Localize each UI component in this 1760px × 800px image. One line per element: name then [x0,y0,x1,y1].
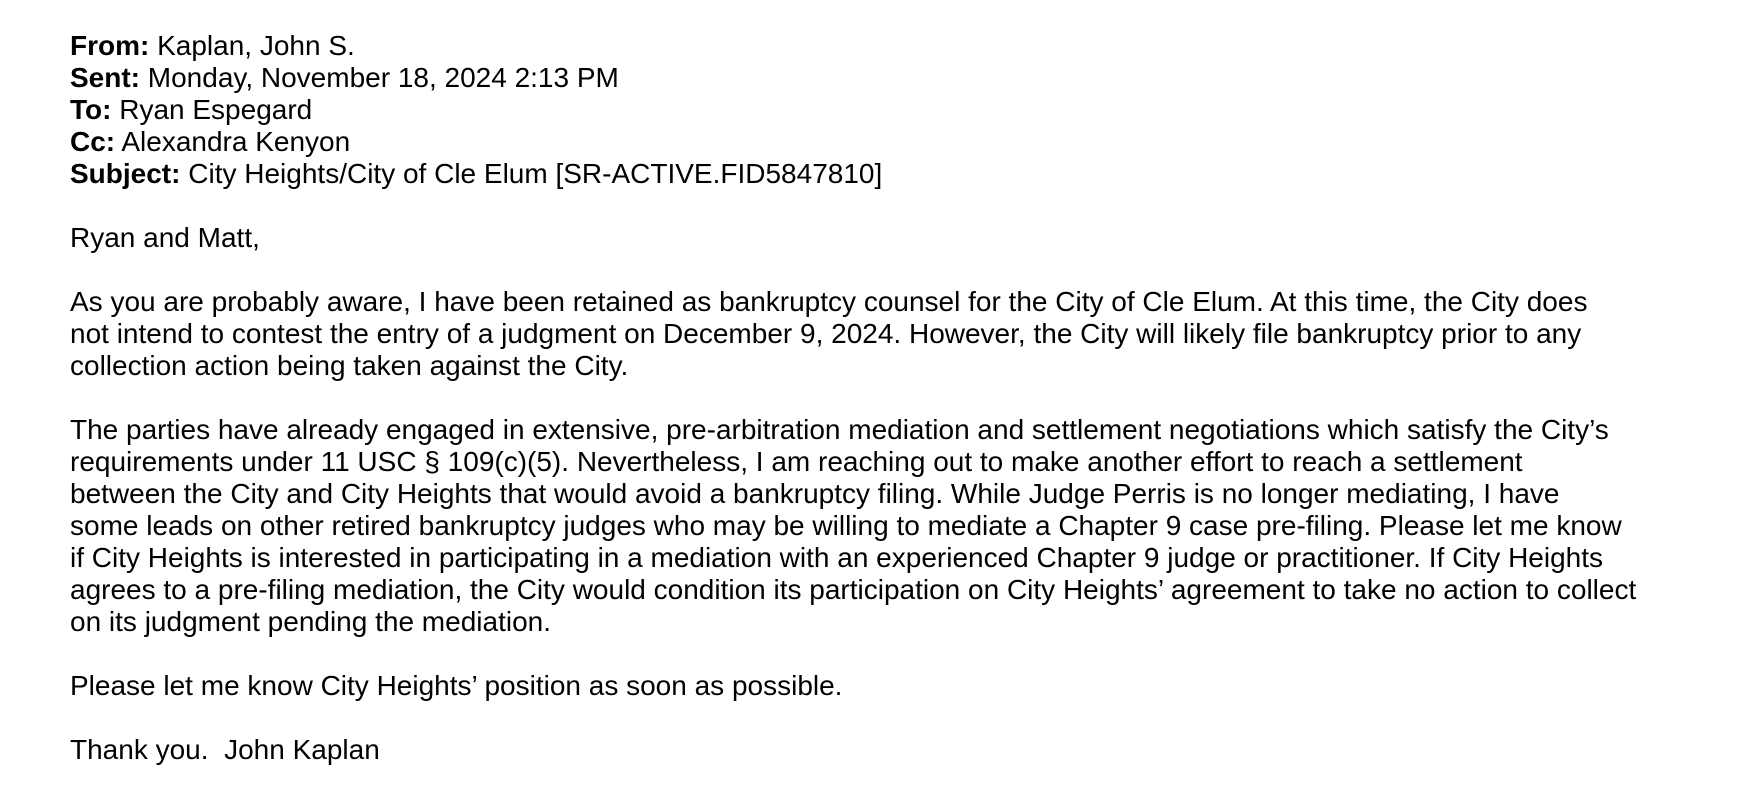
to-label: To: [70,94,112,125]
body-paragraph-1: As you are probably aware, I have been retained as bankruptcy counsel for the City of Cle Elum. At this time, the City does not intend to contest the entry of a judgment on December 9, 2024. However, the City will likely file bankruptcy prior to any collection action being taken against the City. [70,286,1588,381]
sent-value: Monday, November 18, 2024 2:13 PM [147,62,619,93]
email-message [70,30,1730,766]
from-label: From: [70,30,150,61]
signature: Thank you. John Kaplan [70,734,380,765]
sent-label: Sent: [70,62,140,93]
subject-value: City Heights/City of Cle Elum [SR-ACTIVE.FID5847810] [188,158,883,189]
cc-value: Alexandra Kenyon [121,126,351,157]
subject-line [70,158,1730,190]
body-paragraph-3: Please let me know City Heights’ position as soon as possible. [70,670,843,701]
cc-line [70,126,1730,158]
cc-label: Cc: [70,126,116,157]
to-line [70,94,1730,126]
to-value: Ryan Espegard [119,94,313,125]
from-value: Kaplan, John S. [157,30,355,61]
email-headers [70,30,1730,190]
body-paragraph-2: The parties have already engaged in extensive, pre-arbitration mediation and settlement negotiations which satisfy the City’s requirements under 11 USC § 109(c)(5). Nevertheless, I am reaching out to make another effort to reach a settlement between the City and City Heights that would avoid a bankruptcy filing. While Judge Perris is no longer mediating, I have some leads on other retired bankruptcy judges who may be willing to mediate a Chapter 9 case pre-filing. Please let me know if City Heights is interested in participating in a mediation with an experienced Chapter 9 judge or practitioner. If City Heights agrees to a pre-filing mediation, the City would condition its participation on City Heights’ agreement to take no action to collect on its judgment pending the mediation. [70,414,1637,637]
sent-line [70,62,1730,94]
from-line [70,30,1730,62]
subject-label: Subject: [70,158,181,189]
greeting: Ryan and Matt, [70,222,260,253]
